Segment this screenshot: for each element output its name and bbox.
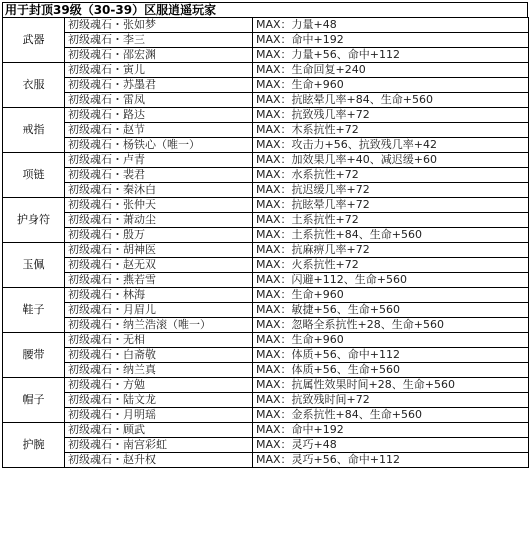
table-row <box>3 63 529 78</box>
table-row <box>3 228 529 243</box>
max-attribute-cell: MAX：力量+56、命中+112 <box>253 48 529 63</box>
table-row <box>3 453 529 468</box>
table-row <box>3 258 529 273</box>
table-row <box>3 18 529 33</box>
category-cell: 鞋子 <box>3 288 65 333</box>
table-row <box>3 378 529 393</box>
soulstone-name-cell: 初级魂石・杨铁心（唯一） <box>65 138 253 153</box>
soulstone-name-cell: 初级魂石・林海 <box>65 288 253 303</box>
table-row <box>3 273 529 288</box>
soulstone-name-cell: 初级魂石・李三 <box>65 33 253 48</box>
table-row <box>3 108 529 123</box>
max-attribute-cell: MAX：忽略全系抗性+28、生命+560 <box>253 318 529 333</box>
max-attribute-cell: MAX：生命+960 <box>253 333 529 348</box>
table-row <box>3 393 529 408</box>
soulstone-name-cell: 初级魂石・陆文龙 <box>65 393 253 408</box>
table-row <box>3 333 529 348</box>
soulstone-name-cell: 初级魂石・顾武 <box>65 423 253 438</box>
soulstone-name-cell: 初级魂石・赵无双 <box>65 258 253 273</box>
max-attribute-cell: MAX：生命回复+240 <box>253 63 529 78</box>
soulstone-name-cell: 初级魂石・无相 <box>65 333 253 348</box>
max-attribute-cell: MAX：力量+48 <box>253 18 529 33</box>
max-attribute-cell: MAX：生命+960 <box>253 288 529 303</box>
soulstone-name-cell: 初级魂石・张如梦 <box>65 18 253 33</box>
soulstone-name-cell: 初级魂石・月明瑶 <box>65 408 253 423</box>
soulstone-name-cell: 初级魂石・张仲天 <box>65 198 253 213</box>
max-attribute-cell: MAX：加效果几率+40、减迟缓+60 <box>253 153 529 168</box>
table-row <box>3 48 529 63</box>
soulstone-name-cell: 初级魂石・秦沐白 <box>65 183 253 198</box>
max-attribute-cell: MAX：生命+960 <box>253 78 529 93</box>
max-attribute-cell: MAX：闪避+112、生命+560 <box>253 273 529 288</box>
category-cell: 玉佩 <box>3 243 65 288</box>
max-attribute-cell: MAX：抗眩晕几率+84、生命+560 <box>253 93 529 108</box>
table-row <box>3 423 529 438</box>
soulstone-name-cell: 初级魂石・萧动尘 <box>65 213 253 228</box>
soulstone-name-cell: 初级魂石・裴君 <box>65 168 253 183</box>
max-attribute-cell: MAX：抗眩晕几率+72 <box>253 198 529 213</box>
category-cell: 护腕 <box>3 423 65 468</box>
soulstone-name-cell: 初级魂石・南宫彩虹 <box>65 438 253 453</box>
soulstone-name-cell: 初级魂石・殷万 <box>65 228 253 243</box>
table-row <box>3 243 529 258</box>
max-attribute-cell: MAX：攻击力+56、抗致残几率+42 <box>253 138 529 153</box>
table-row <box>3 348 529 363</box>
table-row <box>3 138 529 153</box>
table-row <box>3 288 529 303</box>
category-cell: 衣服 <box>3 63 65 108</box>
soulstone-name-cell: 初级魂石・燕若雪 <box>65 273 253 288</box>
soulstone-name-cell: 初级魂石・赵升权 <box>65 453 253 468</box>
category-cell: 项链 <box>3 153 65 198</box>
max-attribute-cell: MAX：抗属性效果时间+28、生命+560 <box>253 378 529 393</box>
table-row <box>3 318 529 333</box>
category-cell: 护身符 <box>3 198 65 243</box>
soulstone-table <box>2 17 529 468</box>
max-attribute-cell: MAX：体质+56、命中+112 <box>253 348 529 363</box>
table-row <box>3 168 529 183</box>
table-row <box>3 213 529 228</box>
max-attribute-cell: MAX：命中+192 <box>253 33 529 48</box>
table-row <box>3 198 529 213</box>
max-attribute-cell: MAX：土系抗性+72 <box>253 213 529 228</box>
soulstone-name-cell: 初级魂石・胡神医 <box>65 243 253 258</box>
spreadsheet <box>2 2 528 468</box>
max-attribute-cell: MAX：体质+56、生命+560 <box>253 363 529 378</box>
soulstone-name-cell: 初级魂石・卢青 <box>65 153 253 168</box>
max-attribute-cell: MAX：灵巧+48 <box>253 438 529 453</box>
sheet-title: 用于封顶39级（30-39）区服逍遥玩家 <box>2 2 528 17</box>
soulstone-name-cell: 初级魂石・邵宏渊 <box>65 48 253 63</box>
max-attribute-cell: MAX：水系抗性+72 <box>253 168 529 183</box>
soulstone-name-cell: 初级魂石・寅儿 <box>65 63 253 78</box>
max-attribute-cell: MAX：金系抗性+84、生命+560 <box>253 408 529 423</box>
soulstone-name-cell: 初级魂石・白斋敬 <box>65 348 253 363</box>
max-attribute-cell: MAX：木系抗性+72 <box>253 123 529 138</box>
soulstone-name-cell: 初级魂石・方勉 <box>65 378 253 393</box>
max-attribute-cell: MAX：抗致残时间+72 <box>253 393 529 408</box>
max-attribute-cell: MAX：土系抗性+84、生命+560 <box>253 228 529 243</box>
max-attribute-cell: MAX：抗迟缓几率+72 <box>253 183 529 198</box>
soulstone-name-cell: 初级魂石・月眉儿 <box>65 303 253 318</box>
category-cell: 戒指 <box>3 108 65 153</box>
soulstone-name-cell: 初级魂石・路达 <box>65 108 253 123</box>
max-attribute-cell: MAX：火系抗性+72 <box>253 258 529 273</box>
table-row <box>3 438 529 453</box>
table-row <box>3 33 529 48</box>
table-row <box>3 93 529 108</box>
max-attribute-cell: MAX：抗麻痹几率+72 <box>253 243 529 258</box>
category-cell: 腰带 <box>3 333 65 378</box>
table-row <box>3 153 529 168</box>
soulstone-name-cell: 初级魂石・苏墨君 <box>65 78 253 93</box>
max-attribute-cell: MAX：命中+192 <box>253 423 529 438</box>
max-attribute-cell: MAX：敏捷+56、生命+560 <box>253 303 529 318</box>
max-attribute-cell: MAX：灵巧+56、命中+112 <box>253 453 529 468</box>
table-row <box>3 183 529 198</box>
soulstone-name-cell: 初级魂石・纳兰真 <box>65 363 253 378</box>
table-row <box>3 78 529 93</box>
table-row <box>3 408 529 423</box>
category-cell: 武器 <box>3 18 65 63</box>
table-row <box>3 123 529 138</box>
soulstone-name-cell: 初级魂石・纳兰浩滚（唯一） <box>65 318 253 333</box>
table-row <box>3 363 529 378</box>
table-row <box>3 303 529 318</box>
category-cell: 帽子 <box>3 378 65 423</box>
max-attribute-cell: MAX：抗致残几率+72 <box>253 108 529 123</box>
soulstone-name-cell: 初级魂石・雷凤 <box>65 93 253 108</box>
soulstone-name-cell: 初级魂石・赵节 <box>65 123 253 138</box>
